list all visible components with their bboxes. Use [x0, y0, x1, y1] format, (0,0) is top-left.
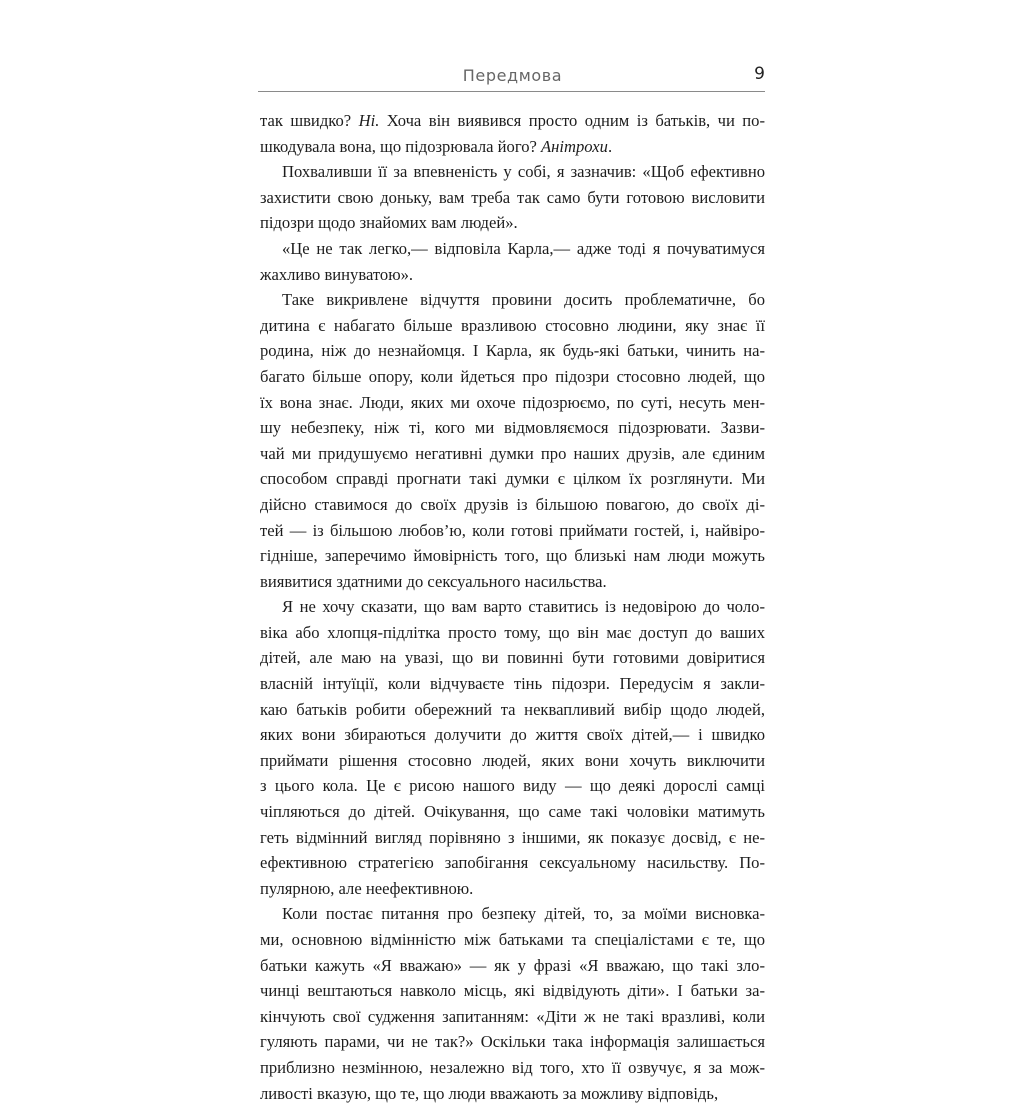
text-run: шу небезпеку, ніж ті, кого ми відмовляємося підозрювати. Зазви- [260, 418, 765, 438]
text-line [260, 697, 765, 723]
book-page [260, 64, 766, 1103]
text-run: гуляють парами, чи не так?» Оскільки така інформація залишається [260, 1032, 765, 1052]
text-line [260, 518, 765, 544]
text-run: родина, ніж до незнайомця. І Карла, як будь-які батьки, чинить на- [260, 341, 765, 361]
text-run: ефективною стратегією запобігання сексуальному насильству. По- [260, 853, 765, 873]
text-run: каю батьків робити обережний та неквапливий вибір щодо людей, [260, 699, 765, 719]
text-line [260, 953, 765, 979]
text-run: ливості вказую, що те, що люди вважають за можливу відповідь, [260, 1083, 719, 1103]
text-run: так швидко? [260, 111, 359, 130]
text-run: яких вони збираються долучити до життя своїх дітей,— і швидко [260, 725, 765, 745]
text-line [260, 287, 765, 313]
text-line [260, 927, 765, 953]
text-line [260, 313, 765, 339]
paragraph [260, 236, 765, 287]
text-line [260, 569, 765, 595]
text-line [260, 134, 765, 160]
text-run: приблизно незмінною, незалежно від того, хто її озвучує, я за мож- [260, 1057, 765, 1077]
text-line [260, 850, 765, 876]
text-run: виявитися здатними до сексуального насильства. [260, 571, 607, 591]
text-run: гідніше, заперечимо ймовірність того, що близькі нам люди можуть [260, 546, 765, 566]
text-line [260, 748, 765, 774]
text-line [260, 722, 765, 748]
text-run: Таке викривлене відчуття провини досить проблематичне, бо [282, 290, 765, 310]
paragraph [260, 594, 765, 901]
text-line [260, 825, 765, 851]
paragraph [260, 108, 765, 159]
text-run: Я не хочу сказати, що вам варто ставитись із недовірою до чоло- [282, 597, 765, 617]
text-line [260, 441, 765, 467]
text-line [260, 364, 765, 390]
page-number: 9 [754, 64, 765, 84]
text-line [260, 159, 765, 185]
text-run: підозри щодо знайомих вам людей». [260, 213, 518, 233]
text-run: жахливо винуватою». [260, 264, 414, 284]
italic-text: Анітрохи [541, 136, 608, 156]
text-line [260, 901, 765, 927]
text-run: Коли постає питання про безпеку дітей, то, за моїми висновка- [282, 904, 765, 924]
text-line [260, 415, 765, 441]
text-line [260, 262, 765, 288]
text-line [260, 185, 765, 211]
text-run: Хоча він виявився просто одним із батьків, чи по- [379, 111, 766, 130]
text-run: дітей, але маю на увазі, що ви повинні бути готовими довіритися [260, 648, 765, 668]
text-line [260, 466, 765, 492]
text-run: «Це не так легко,— відповіла Карла,— адже тоді я почуватимуся [282, 238, 765, 258]
text-run: власній інтуїції, коли відчуваєте тінь підозри. Передусім я закли- [260, 674, 765, 694]
text-line [260, 338, 765, 364]
text-line [260, 1081, 765, 1106]
paragraph [260, 901, 765, 1106]
text-line [260, 236, 765, 262]
text-run: з цього кола. Це є рисою нашого виду — що деякі дорослі самці [260, 776, 765, 796]
text-run: дитина є набагато більше вразливою стосовно людини, яку знає її [260, 315, 765, 335]
running-head [260, 64, 765, 88]
text-line [260, 543, 765, 569]
text-line [260, 876, 765, 902]
text-run: шкодувала вона, що підозрювала його? [260, 136, 542, 156]
text-line [260, 594, 765, 620]
text-run: пулярною, але неефективною. [260, 878, 474, 898]
text-run: способом справді прогнати такі думки є цілком їх розглянути. Ми [260, 469, 765, 489]
text-line [260, 978, 765, 1004]
text-line [260, 492, 765, 518]
text-run: чинці вештаються навколо місць, які відвідують діти». І батьки за- [260, 981, 765, 1001]
text-run: приймати рішення стосовно людей, яких вони хочуть виключити [260, 750, 765, 770]
text-run: дійсно ставимося до своїх друзів із більшою повагою, до своїх ді- [260, 494, 765, 514]
text-run: батьки кажуть «Я вважаю» — як у фразі «Я вважаю, що такі зло- [260, 955, 765, 975]
text-line [260, 1029, 765, 1055]
text-run: ми, основною відмінністю між батьками та спеціалістами є те, що [260, 930, 765, 949]
text-run: тей — із більшою любов’ю, коли готові приймати гостей, і, найвіро- [260, 520, 765, 540]
text-run: чіпляються до дітей. Очікування, що саме такі чоловіки матимуть [260, 802, 765, 822]
text-run: багато більше опору, коли йдеться про підозри стосовно людей, що [260, 366, 765, 386]
text-run: . [607, 136, 613, 156]
text-line [260, 108, 765, 134]
paragraph [260, 287, 765, 594]
text-line [260, 1055, 765, 1081]
text-run: їх вона знає. Люди, яких ми охоче підозрюємо, по суті, несуть мен- [260, 392, 765, 412]
text-run: захистити свою доньку, вам треба так само бути готовою висловити [260, 187, 765, 207]
text-line [260, 773, 765, 799]
text-line [260, 645, 765, 671]
text-line [260, 1004, 765, 1030]
text-run: Похваливши її за впевненість у собі, я зазначив: «Щоб ефективно [282, 162, 765, 182]
text-run: геть відмінний вигляд порівняно з іншими, як показує досвід, є не- [260, 827, 765, 847]
text-line [260, 390, 765, 416]
text-run: чай ми придушуємо негативні думки про наших друзів, але єдиним [260, 443, 765, 463]
text-line [260, 671, 765, 697]
text-line [260, 799, 765, 825]
header-rule [258, 91, 765, 92]
text-run: віка або хлопця-підлітка просто тому, що він має доступ до ваших [260, 622, 765, 642]
body-text [260, 108, 765, 1106]
paragraph [260, 159, 765, 236]
italic-text: Ні. [358, 111, 380, 130]
text-line [260, 210, 765, 236]
text-run: кінчують свої судження запитанням: «Діти ж не такі вразливі, коли [260, 1006, 765, 1026]
text-line [260, 620, 765, 646]
section-title: Передмова [462, 66, 563, 85]
